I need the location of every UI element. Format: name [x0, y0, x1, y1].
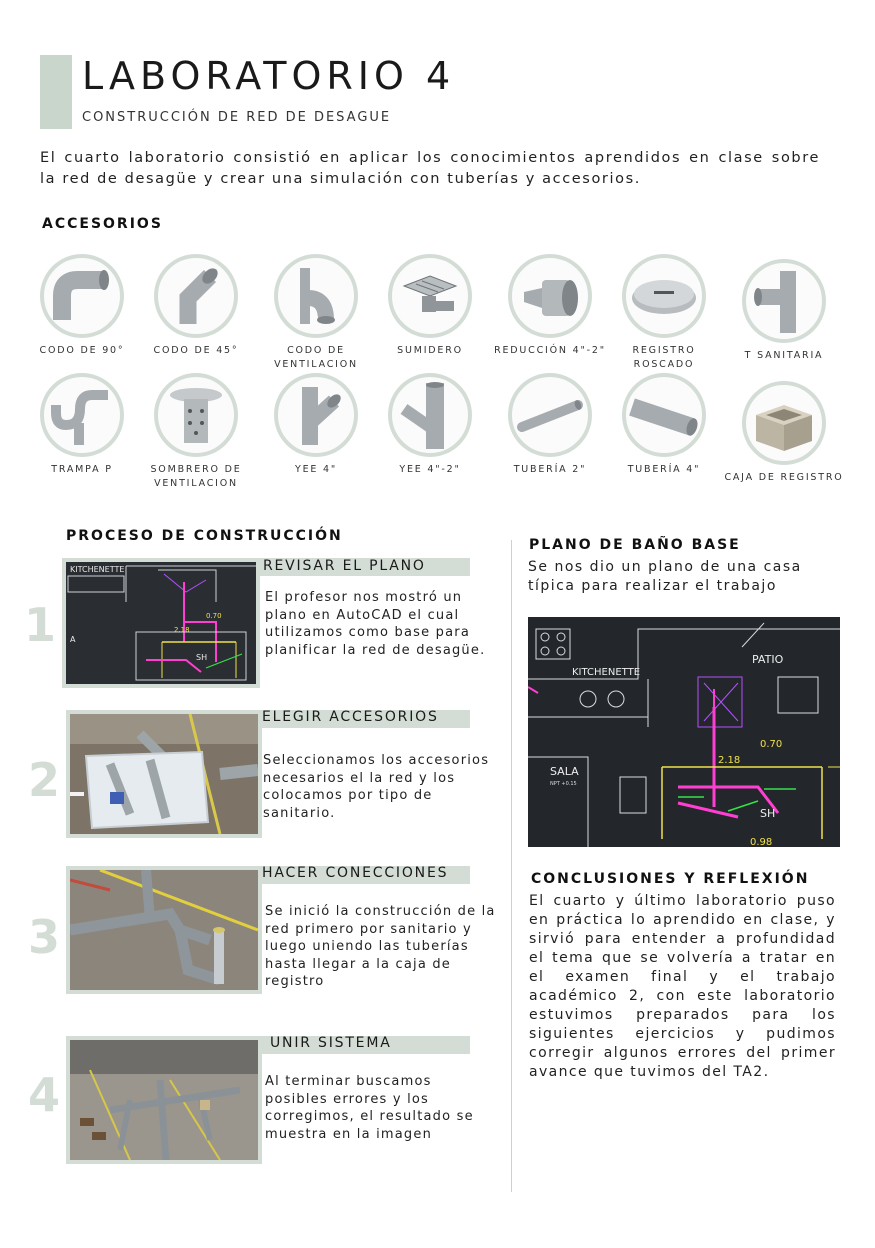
plan-label-patio: PATIO [752, 653, 784, 666]
plan-dim-070: 0.70 [760, 739, 783, 750]
wye-reducer-icon [388, 373, 472, 457]
accessory-item: CAJA DE REGISTRO [724, 381, 844, 485]
floor-drain-icon [388, 254, 472, 338]
step-1-cad-photo [62, 558, 260, 688]
svg-text:SH: SH [196, 653, 208, 662]
vent-cap-icon [154, 373, 238, 457]
step-description: Seleccionamos los accesorios necesarios el la red y los colocamos por tipo de sanitario. [263, 753, 490, 821]
bathroom-plan-photo [528, 617, 840, 847]
accessory-item: REGISTRO ROSCADO [604, 254, 724, 372]
intro-paragraph: El cuarto laboratorio consistió en aplicar los conocimientos aprendidos en clase sobre la red de desagüe y crear una simulación con tuberías y accesorios. [40, 150, 820, 187]
sanitary-tee-icon [742, 259, 826, 343]
accessory-item: CODO DE 45° [136, 254, 256, 358]
page-subtitle: CONSTRUCCIÓN DE RED DE DESAGUE [82, 110, 392, 125]
plan-label-npt: NPT +0.15 [550, 781, 577, 787]
step-3-connections-photo [66, 866, 262, 994]
plan-label-kitchenette: KITCHENETTE [572, 667, 641, 678]
accesorios-heading: ACCESORIOS [42, 216, 163, 232]
conclusiones-paragraph: El cuarto y último laboratorio puso en práctica lo aprendido en clase, y sirvió para entender a profundidad el tema que se volvería a tratar en el examen final y el trabajo académico 2, con este laboratorio estuvimos preparados para los siguientes ejercicios y pudimos corregir algunos errores del primer avance que tuvimos del TA2. [529, 893, 836, 1080]
threaded-cleanout-icon [622, 254, 706, 338]
accessory-item: TRAMPA P [22, 373, 142, 477]
accessory-item: CODO DE 90° [22, 254, 142, 358]
wye-4-icon [274, 373, 358, 457]
plano-description: Se nos dio un plano de una casa típica para realizar el trabajo [528, 559, 802, 594]
vent-elbow-icon [274, 254, 358, 338]
svg-text:0.70: 0.70 [206, 612, 222, 620]
svg-text:KITCHENETTE: KITCHENETTE [70, 565, 125, 574]
title-accent-bar [40, 55, 72, 129]
step-title: HACER CONECCIONES [262, 865, 449, 881]
pipe-2-icon [508, 373, 592, 457]
pipe-4-icon [622, 373, 706, 457]
inspection-box-icon [742, 381, 826, 465]
step-number: 1 [24, 598, 57, 652]
accessory-item: TUBERÍA 2" [490, 373, 610, 477]
plano-heading: PLANO DE BAÑO BASE [529, 537, 741, 553]
column-divider [511, 540, 512, 1192]
step-description: Al terminar buscamos posibles errores y los corregimos, el resultado se muestra en la imagen [265, 1074, 474, 1142]
accessory-item: SUMIDERO [370, 254, 490, 358]
step-number: 2 [28, 753, 61, 807]
plan-label-sh: SH [760, 807, 776, 820]
svg-text:2.18: 2.18 [174, 626, 190, 634]
accessory-item: CODO DE VENTILACION [256, 254, 376, 372]
plan-label-sala: SALA [550, 765, 579, 778]
elbow-45-icon [154, 254, 238, 338]
elbow-90-icon [40, 254, 124, 338]
step-number: 3 [28, 910, 61, 964]
svg-text:A: A [70, 635, 76, 644]
accessory-item: SOMBRERO DE VENTILACION [136, 373, 256, 491]
reducer-icon [508, 254, 592, 338]
step-number: 4 [28, 1068, 61, 1122]
accessory-item: YEE 4"-2" [370, 373, 490, 477]
plan-dim-098: 0.98 [750, 837, 773, 847]
step-title: ELEGIR ACCESORIOS [262, 709, 439, 725]
accessory-item: TUBERÍA 4" [604, 373, 724, 477]
conclusiones-heading: CONCLUSIONES Y REFLEXIÓN [531, 871, 810, 887]
proceso-heading: PROCESO DE CONSTRUCCIÓN [66, 528, 343, 544]
step-description: Se inició la construcción de la red primero por sanitario y luego uniendo las tuberías hasta llegar a la caja de registro [265, 904, 496, 989]
accessory-item: YEE 4" [256, 373, 376, 477]
step-title: REVISAR EL PLANO [263, 558, 426, 574]
p-trap-icon [40, 373, 124, 457]
page-title: LABORATORIO 4 [82, 54, 456, 98]
step-title: UNIR SISTEMA [270, 1035, 392, 1051]
step-2-accessories-photo [66, 710, 262, 838]
accessory-item: T SANITARIA [724, 259, 844, 363]
plan-dim-218: 2.18 [718, 755, 741, 766]
step-4-system-photo [66, 1036, 262, 1164]
accessory-item: REDUCCIÓN 4"-2" [490, 254, 610, 358]
step-description: El profesor nos mostró un plano en AutoCAD el cual utilizamos como base para planificar la red de desagüe. [265, 590, 486, 658]
